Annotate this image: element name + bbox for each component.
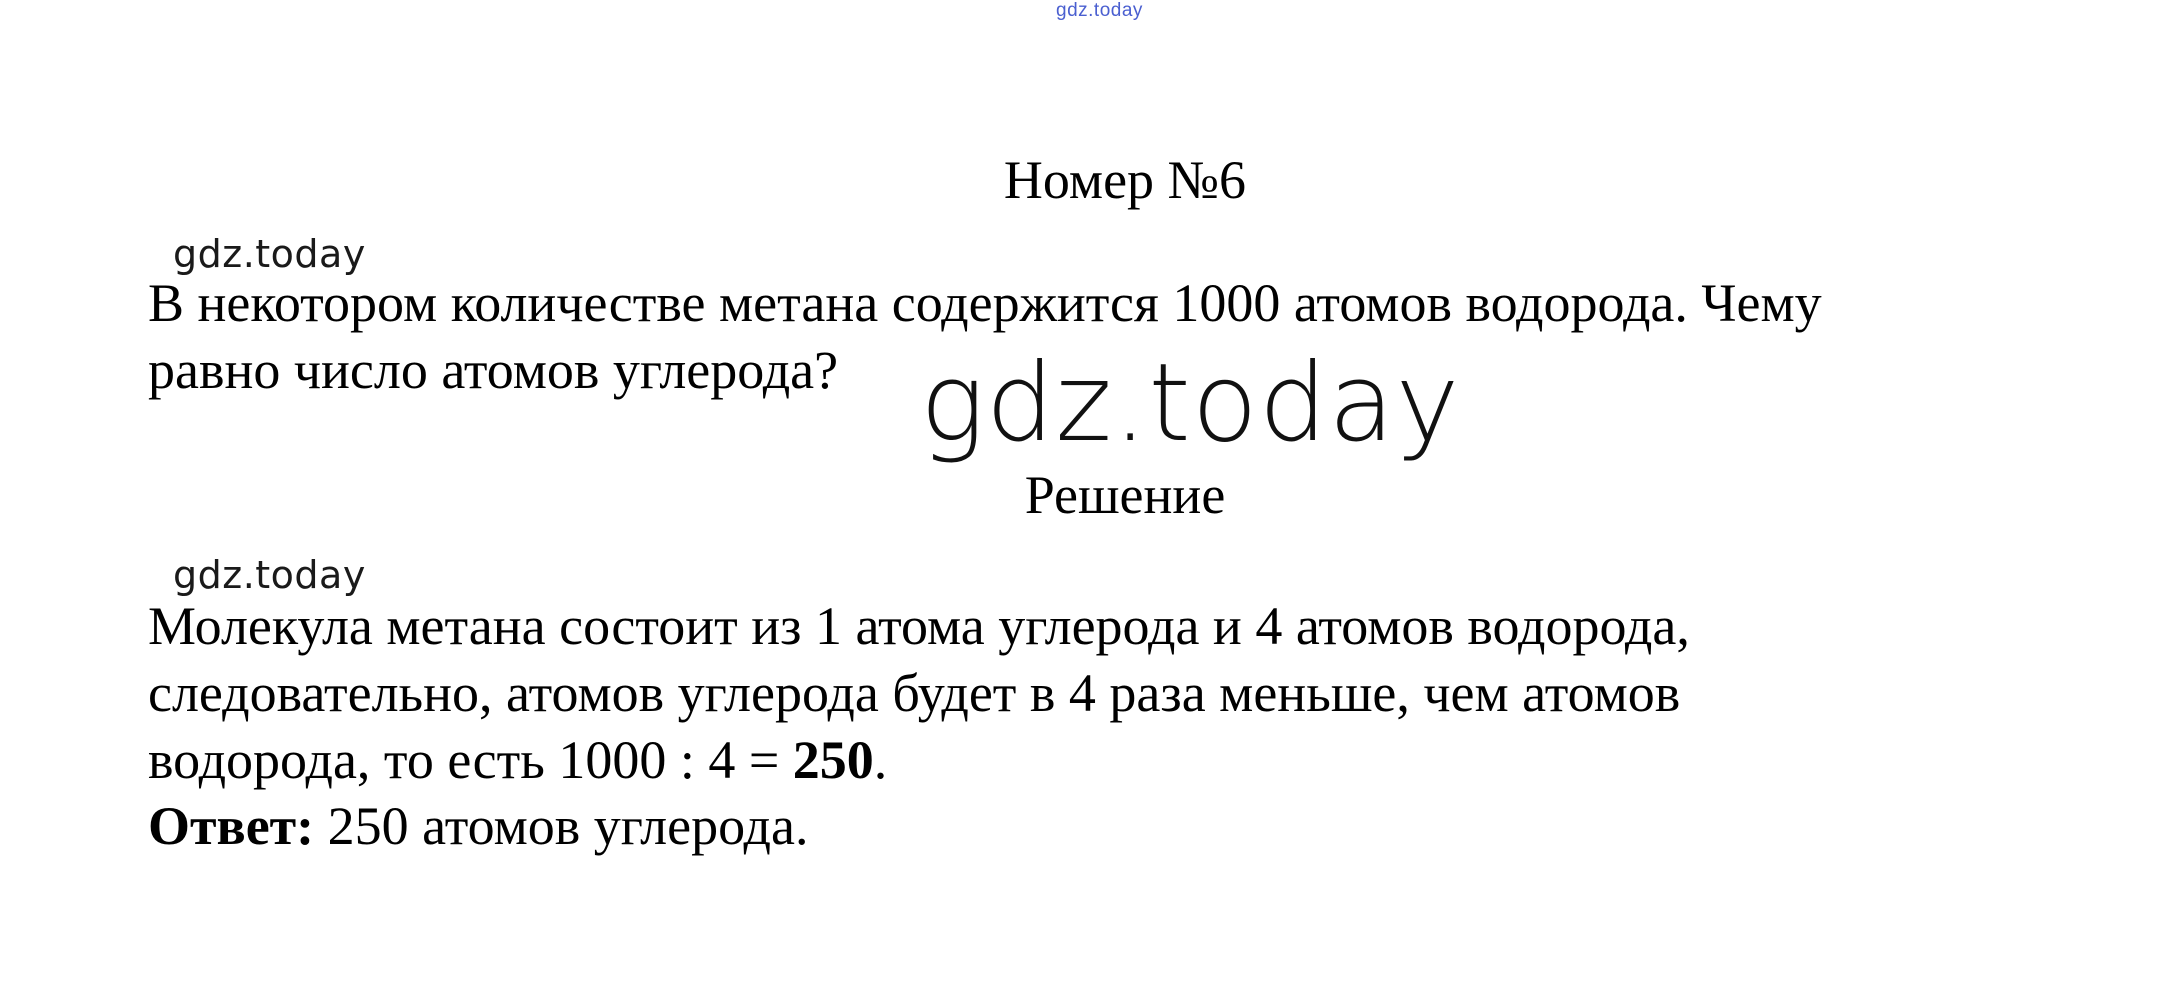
solution-line-1: Молекула метана состоит из 1 атома углерода и 4 атомов водорода, [148, 596, 1690, 656]
answer-label: Ответ: [148, 796, 315, 856]
problem-line-1: В некотором количестве метана содержится 1000 атомов водорода. Чему [148, 273, 1822, 333]
watermark-solution: gdz.today [173, 553, 366, 597]
answer-text: 250 атомов углерода. [314, 796, 809, 856]
watermark-large: gdz.today [920, 341, 1461, 466]
solution-heading: Решение [1024, 465, 1226, 525]
page-title: Номер №6 [1003, 150, 1247, 210]
solution-result: 250 [792, 730, 874, 790]
solution-line-3-suffix: . [873, 730, 888, 790]
solution-line-3 [148, 727, 2108, 794]
solution-line-3-prefix: водорода, то есть 1000 : 4 = [148, 730, 793, 790]
problem-line-2: равно число атомов углерода? [148, 340, 839, 400]
answer [148, 793, 808, 860]
watermark-top: gdz.today [1056, 0, 1143, 21]
solution-text [148, 593, 2108, 794]
solution-line-2: следовательно, атомов углерода будет в 4 раза меньше, чем атомов [148, 663, 1681, 723]
watermark-problem: gdz.today [173, 232, 366, 276]
